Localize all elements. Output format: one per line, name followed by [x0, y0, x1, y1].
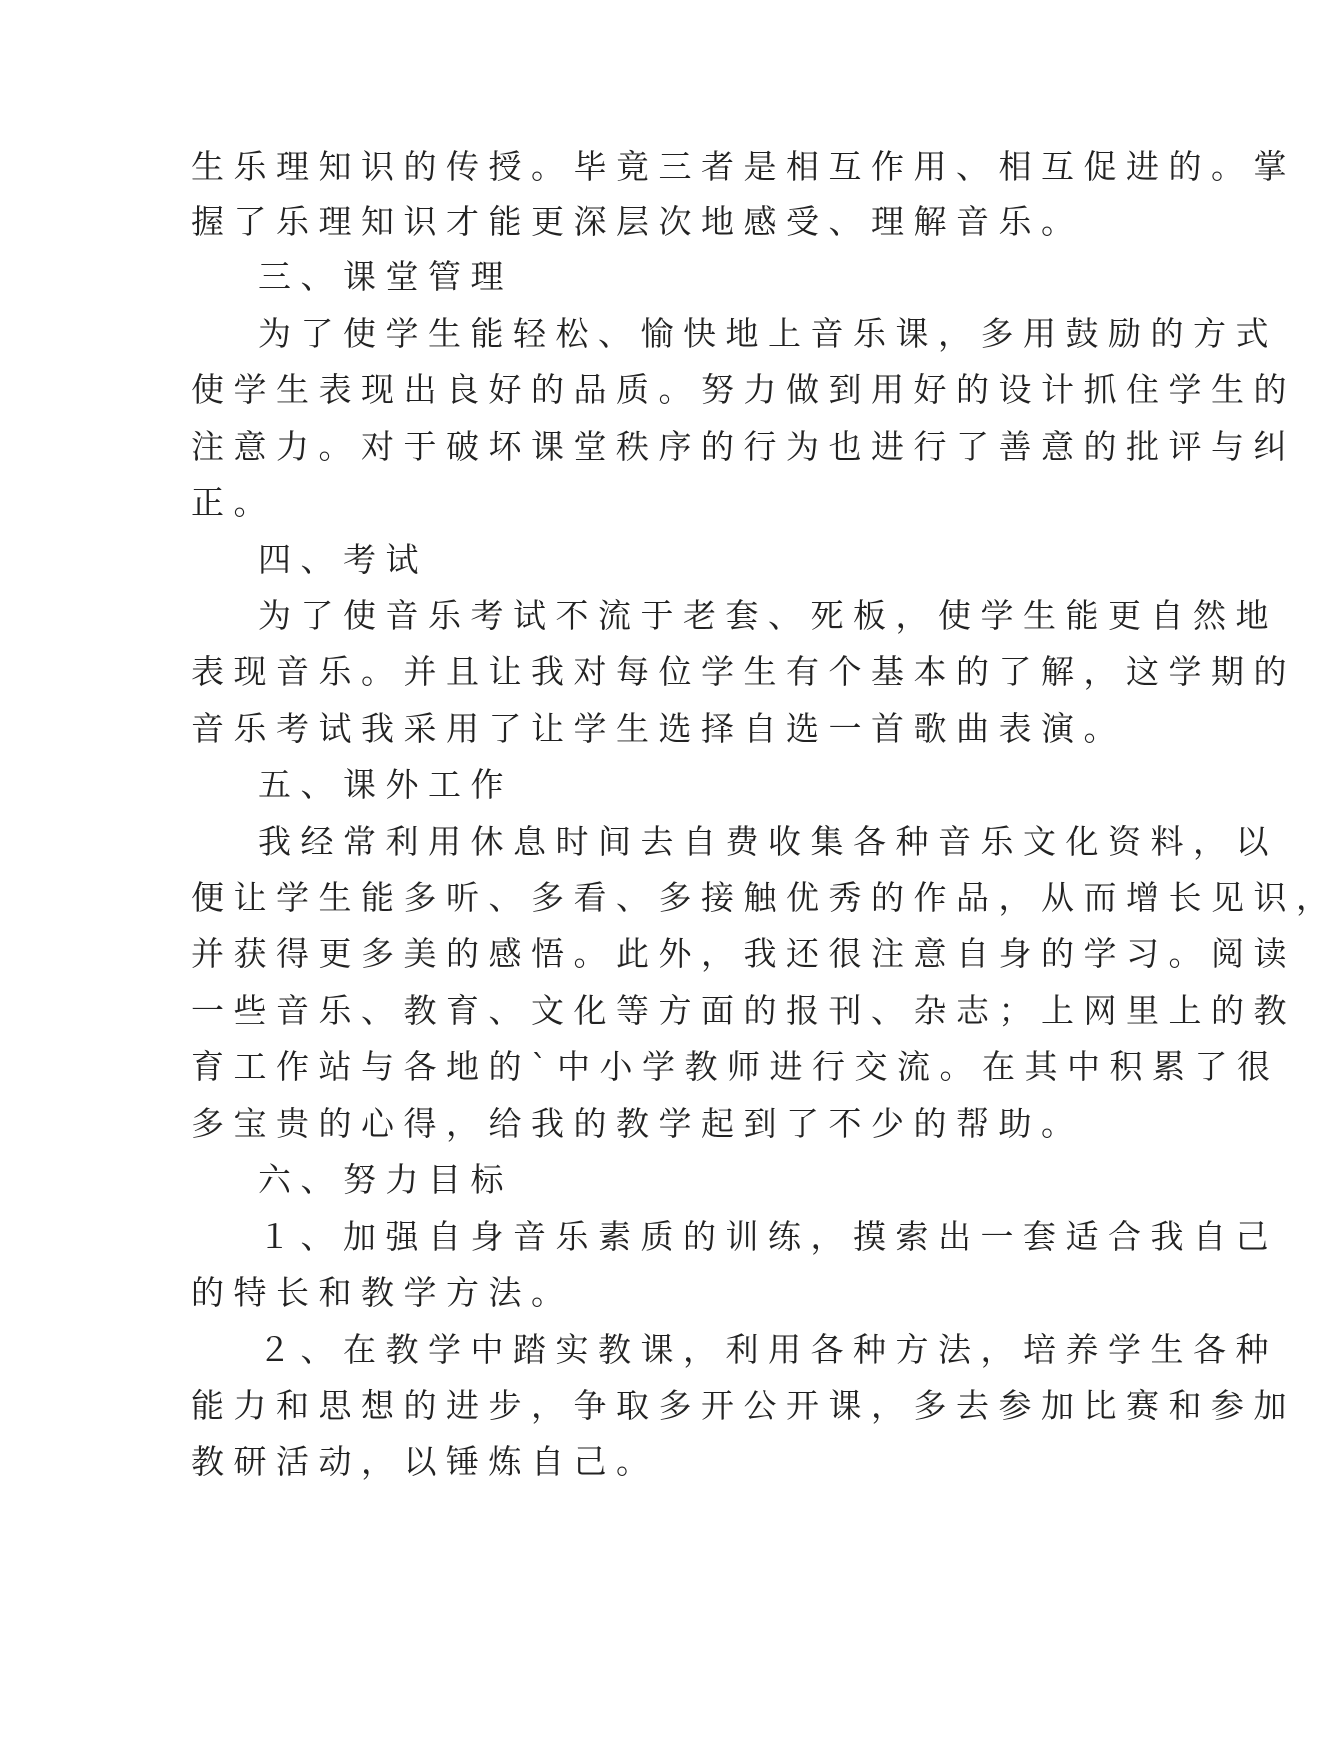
section-heading-exam: 四、考试 — [258, 540, 428, 579]
text-line: 一些音乐、教育、文化等方面的报刊、杂志；上网里上的教 — [191, 991, 1296, 1030]
goal-item-1: １、加强自身音乐素质的训练，摸索出一套适合我自己 — [258, 1217, 1278, 1256]
paragraph-first-line: 为了使音乐考试不流于老套、死板，使学生能更自然地 — [258, 596, 1278, 635]
text-line: 多宝贵的心得，给我的教学起到了不少的帮助。 — [191, 1104, 1084, 1143]
text-line: 的特长和教学方法。 — [191, 1273, 574, 1312]
text-line: 并获得更多美的感悟。此外，我还很注意自身的学习。阅读 — [191, 934, 1296, 973]
text-line: 使学生表现出良好的品质。努力做到用好的设计抓住学生的 — [191, 370, 1296, 409]
text-line: 能力和思想的进步，争取多开公开课，多去参加比赛和参加 — [191, 1386, 1296, 1425]
text-line: 育工作站与各地的`中小学教师进行交流。在其中积累了很 — [191, 1047, 1280, 1086]
goal-item-2: ２、在教学中踏实教课，利用各种方法，培养学生各种 — [258, 1330, 1278, 1369]
section-heading-extracurricular: 五、课外工作 — [258, 765, 513, 804]
paragraph-first-line: 我经常利用休息时间去自费收集各种音乐文化资料，以 — [258, 822, 1278, 861]
text-line: 生乐理知识的传授。毕竟三者是相互作用、相互促进的。掌 — [191, 147, 1296, 186]
paragraph-first-line: 为了使学生能轻松、愉快地上音乐课，多用鼓励的方式 — [258, 314, 1278, 353]
text-line: 正。 — [191, 483, 276, 522]
section-heading-goals: 六、努力目标 — [258, 1160, 513, 1199]
text-line: 音乐考试我采用了让学生选择自选一首歌曲表演。 — [191, 709, 1126, 748]
text-line: 便让学生能多听、多看、多接触优秀的作品，从而增长见识， — [191, 878, 1339, 917]
text-line: 表现音乐。并且让我对每位学生有个基本的了解，这学期的 — [191, 652, 1296, 691]
text-line: 握了乐理知识才能更深层次地感受、理解音乐。 — [191, 202, 1084, 241]
section-heading-classroom-management: 三、课堂管理 — [258, 257, 513, 296]
text-line: 注意力。对于破坏课堂秩序的行为也进行了善意的批评与纠 — [191, 427, 1296, 466]
text-line: 教研活动，以锤炼自己。 — [191, 1442, 659, 1481]
